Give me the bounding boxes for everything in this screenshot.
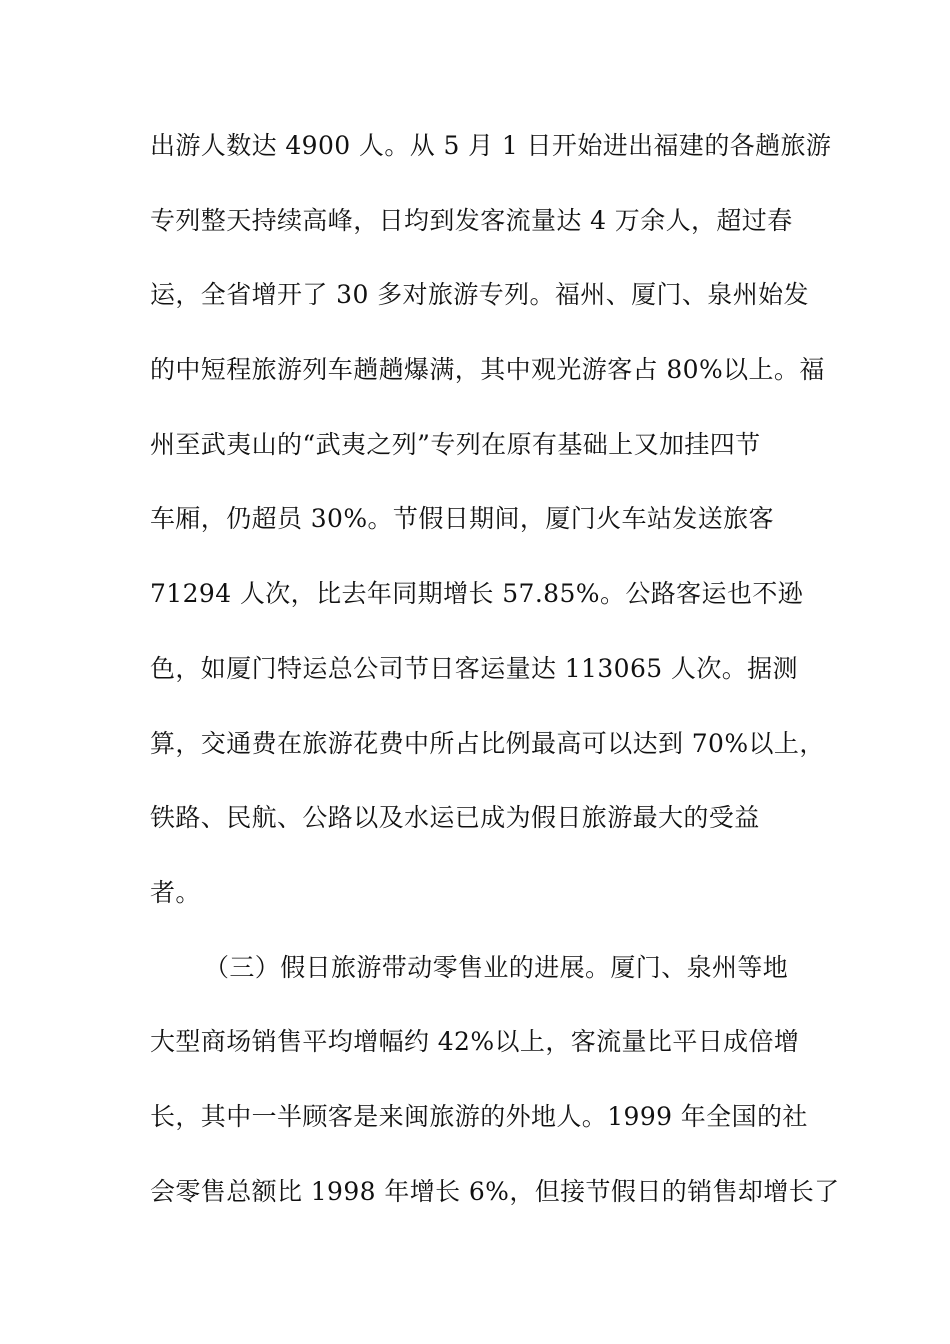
text-line: 车厢，仍超员 30%。节假日期间，厦门火车站发送旅客 (150, 504, 774, 534)
text-line: 大型商场销售平均增幅约 42%以上，客流量比平日成倍增 (150, 1027, 800, 1057)
text-line: 色，如厦门特运总公司节日客运量达 113065 人次。据测 (150, 653, 798, 683)
text-line: 出游人数达 4900 人。从 5 月 1 日开始进出福建的各趟旅游 (150, 131, 832, 160)
body-text (150, 128, 840, 1248)
section-heading-line: （三）假日旅游带动零售业的进展。厦门、泉州等地 (204, 952, 789, 982)
text-line: 专列整天持续高峰，日均到发客流量达 4 万余人，超过春 (150, 205, 793, 235)
text-line: 长，其中一半顾客是来闽旅游的外地人。1999 年全国的社 (150, 1101, 808, 1131)
text-line: 者。 (150, 877, 201, 907)
text-line: 铁路、民航、公路以及水运已成为假日旅游最大的受益 (150, 803, 760, 833)
text-line: 算，交通费在旅游花费中所占比例最高可以达到 70%以上， (150, 728, 825, 758)
text-line: 71294 人次，比去年同期增长 57.85%。公路客运也不逊 (150, 579, 804, 609)
text-line: 运，全省增开了 30 多对旅游专列。福州、厦门、泉州始发 (150, 280, 809, 310)
text-line: 会零售总额比 1998 年增长 6%，但接节假日的销售却增长了 (150, 1176, 840, 1206)
text-line: 州至武夷山的“武夷之列”专列在原有基础上又加挂四节 (150, 429, 761, 459)
text-line: 的中短程旅游列车趟趟爆满，其中观光游客占 80%以上。福 (150, 355, 825, 385)
